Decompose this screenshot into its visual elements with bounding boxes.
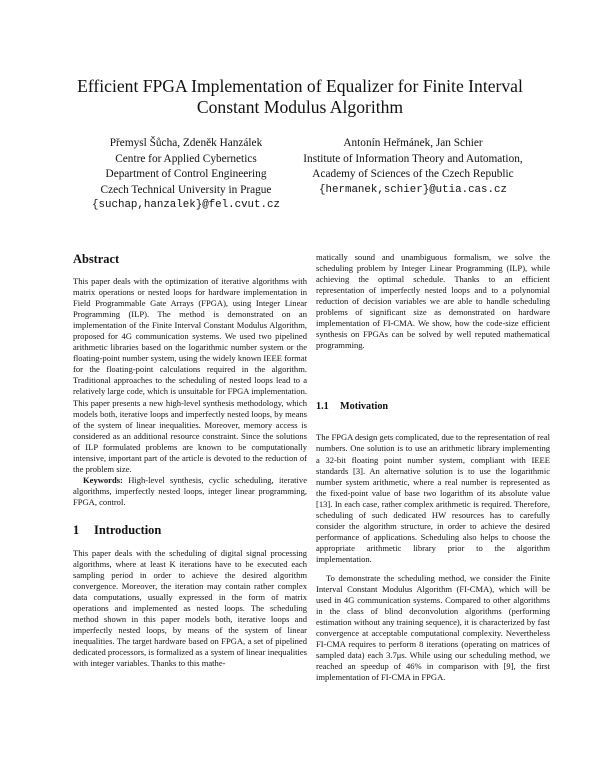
affiliation-right-1: Institute of Information Theory and Automation, bbox=[303, 152, 523, 165]
affiliation-left-3: Czech Technical University in Prague bbox=[100, 183, 272, 196]
author-names-right: Antonín Heřmánek, Jan Schier bbox=[343, 137, 483, 149]
intro-heading bbox=[73, 523, 307, 538]
right-continuation-text: matically sound and unambiguous formalism, we solve the scheduling problem by Integer Linear Programming (ILP), while achieving the optimal schedule. Thanks to an efficient representation of imperfectly nested loops and to a polynomial reduction of decision variables we are able to handle scheduling problems of significant size as demonstrated on hardware implementation of FI-CMA. We show, how the code-size efficient synthesis on FPGAs can be solved by well reputed mathematical programming. bbox=[316, 252, 550, 351]
abstract-heading: Abstract bbox=[73, 252, 120, 266]
affiliation-right-2: Academy of Sciences of the Czech Republic bbox=[312, 168, 514, 180]
email-left: {suchap,hanzalek}@fel.cvut.cz bbox=[92, 199, 280, 211]
motivation-heading bbox=[316, 400, 550, 413]
affiliation-left-1: Centre for Applied Cybernetics bbox=[115, 152, 257, 165]
left-column bbox=[73, 252, 307, 670]
intro-number: 1 bbox=[73, 522, 80, 537]
abstract-text: This paper deals with the optimization of iterative algorithms with matrix operations or nested loops for hardware implementation in Field Programmable Gate Arrays (FPGA), using Integer Linear Programming (ILP). The method is demonstrated on an implementation of the Finite Interval Constant Modulus Algorithm, proposed for 4G communication systems. We used two pipelined arithmetic libraries based on the logarithmic number system or the floating-point number system, using the widely known IEEE format for the floating-point calculations required in the algorithm. Traditional approaches to the scheduling of nested loops lead to a relatively large code, which is unsuitable for FPGA implementation. This paper presents a new high-level synthesis methodology, which models both, iterative loops and imperfectly nested loops, by means of the system of linear inequalities. Moreover, memory access is considered as an additional resource constraint. Since the solutions of ILP formulated problems are known to be computationally intensive, important part of the article is devoted to the reduction of the problem size. bbox=[73, 276, 307, 474]
keywords-text: High-level synthesis, cyclic scheduling, iterative algorithms, imperfectly nested loops, integer linear programming, FPGA, control. bbox=[73, 474, 307, 507]
motivation-number: 1.1 bbox=[316, 401, 329, 413]
intro-heading-text: Introduction bbox=[94, 522, 162, 537]
motivation-heading-text: Motivation bbox=[340, 401, 389, 413]
motivation-paragraph-2: To demonstrate the scheduling method, we consider the Finite Interval Constant Modulus Algorithm (FI-CMA), which will be used in 4G communication systems. Compared to other algorithms in the class of blind deconvolution algorithms (performing estimation without any training sequence), it is characterized by fast convergence at acceptable computational complexity. Nevertheless FI-CMA requires to perform 8 iterations (operating on matrices of sampled data) each 3.7μs. While using our scheduling method, we reached an speedup of 46% in comparison with [9], the first implementation of FI-CMA in FPGA. bbox=[316, 572, 550, 683]
title-line-1: Efficient FPGA Implementation of Equalizer for Finite Interval bbox=[77, 76, 523, 96]
paper-title bbox=[60, 76, 540, 118]
keywords bbox=[73, 475, 307, 508]
author-names-left: Přemysl Šůcha, Zdeněk Hanzálek bbox=[109, 137, 263, 149]
intro-text: This paper deals with the scheduling of digital signal processing algorithms, where at least K iterations have to be executed each sampling period in order to achieve the desired algorithm convergence. Moreover, the iteration may contain rather complex data computations, usually expressed in the form of matrix operations and implemented as nested loops. The scheduling method shown in this paper models both, iterative loops and imperfectly nested loops, by means of the system of linear inequalities. The target hardware based on FPGA, a set of pipelined dedicated processors, is formalized as a system of linear inequalities with integer variables. Thanks to this mathe- bbox=[73, 547, 307, 669]
title-line-2: Constant Modulus Algorithm bbox=[196, 97, 404, 117]
right-column bbox=[316, 252, 550, 683]
author-block-right bbox=[288, 136, 538, 198]
affiliation-left-2: Department of Control Engineering bbox=[105, 168, 267, 180]
keywords-label: Keywords: bbox=[83, 474, 123, 485]
motivation-paragraph-1: The FPGA design gets complicated, due to the representation of real numbers. One solution is to use an arithmetic library implementing a 32-bit floating point number system, compliant with IEEE standards [3]. An alternative solution is to use the logarithmic number system arithmetic, where a real number is represented as the fixed-point value of base two logarithm of its absolute value [13]. In each case, rather complex arithmetic is required. Therefore, scheduling of such dedicated HW resources has to carefully consider the algorithm structure, in order to achieve the desired performance of applications. Scheduling also helps to choose the appropriate arithmetic library prior to the algorithm implementation. bbox=[316, 432, 550, 564]
email-right: {hermanek,schier}@utia.cas.cz bbox=[319, 183, 507, 196]
author-block-left bbox=[74, 136, 298, 214]
